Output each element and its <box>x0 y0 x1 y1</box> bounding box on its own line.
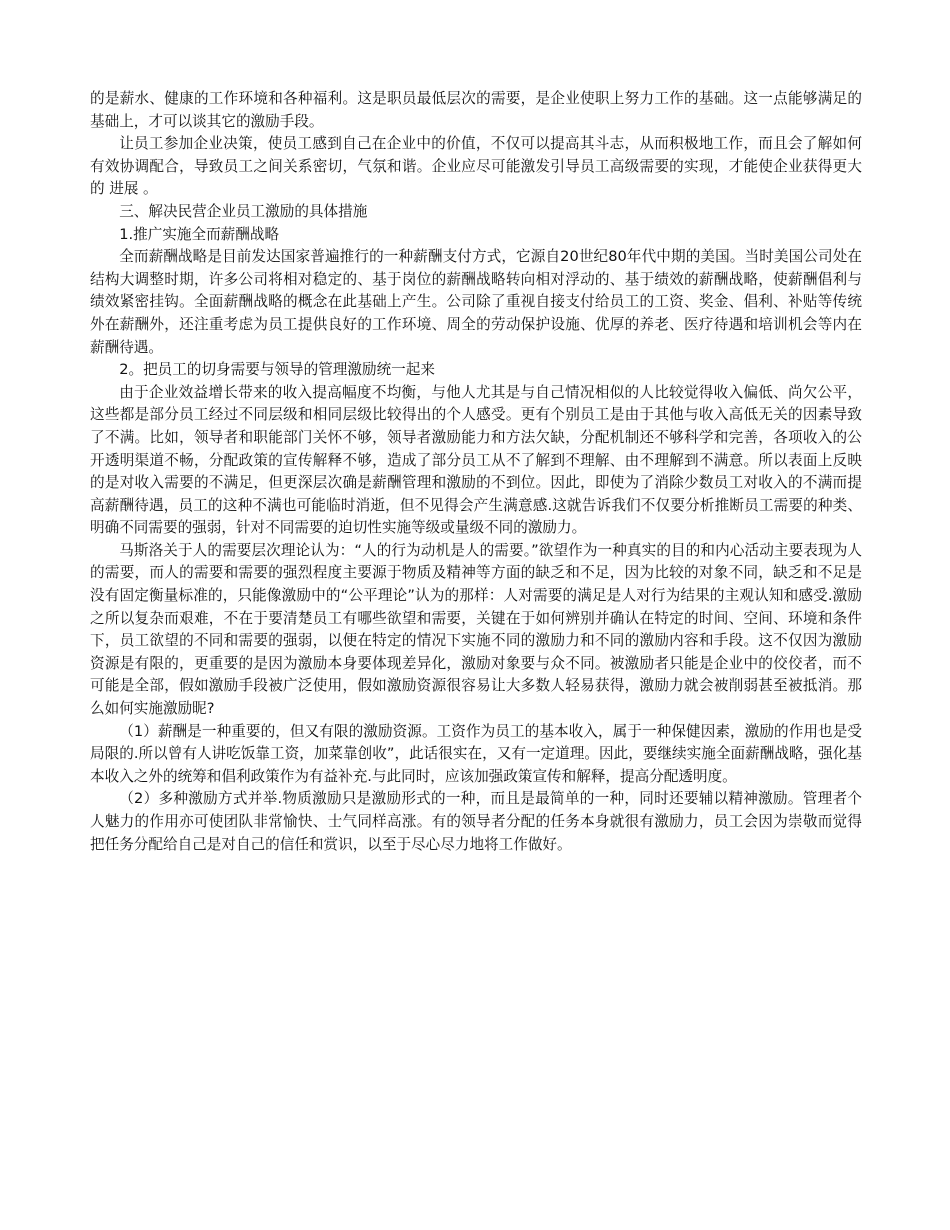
paragraph-7: （2）多种激励方式并举.物质激励只是激励形式的一种，而且是最简单的一种，同时还要辅以精神激励。管理者个人魅力的作用亦可使团队非常愉快、士气同样高涨。有的领导者分配的任务本身就很有激励力，员工会因为崇敬而觉得把任务分配给自己是对自己的信任和赏识，以至于尽心尽力地将工作做好。 <box>90 790 862 853</box>
paragraph-2: 让员工参加企业决策，使员工感到自己在企业中的价值，不仅可以提高其斗志，从而积极地工作，而且会了解如何有效协调配合，导致员工之间关系密切，气氛和谐。企业应尽可能激发引导员工高级需要的实现，才能使企业获得更大的 进展 。 <box>90 135 862 198</box>
paragraph-6: （1）薪酬是一种重要的，但又有限的激励资源。工资作为员工的基本收入，属于一种保健因素，激励的作用也是受局限的.所以曾有人讲吃饭靠工资，加菜靠创收”，此话很实在，又有一定道理。因此，要继续实施全面薪酬战略，强化基本收入之外的统筹和倡利政策作为有益补充.与此同时，应该加强政策宣传和解释，提高分配透明度。 <box>90 722 862 785</box>
paragraph-3: 全而薪酬战略是目前发达国家普遍推行的一种薪酬支付方式，它源自20世纪80年代中期的美国。当时美国公司处在结构大调整时期，许多公司将相对稳定的、基于岗位的薪酬战略转向相对浮动的、基于绩效的薪酬战略，使薪酬倡利与绩效紧密挂钩。全面薪酬战略的概念在此基础上产生。公司除了重视自接支付给员工的工资、奖金、倡利、补贴等传统外在薪酬外，还注重考虑为员工提供良好的工作环境、周全的劳动保护设施、优厚的养老、医疗待遇和培训机会等内在薪酬待遇。 <box>90 248 862 356</box>
section-heading: 三、解决民营企业员工激励的具体措施 <box>119 202 368 220</box>
paragraph-5: 马斯洛关于人的需要层次理论认为：“人的行为动机是人的需要。”欲望作为一种真实的目的和内心活动主要表现为人的需要，而人的需要和需要的强烈程度主要源于物质及精神等方面的缺乏和不足，因为比较的对象不同，缺乏和不足是没有固定衡量标准的，只能像激励中的“公平理论”认为的那样：人对需要的满足是人对行为结果的主观认知和感受.激励之所以复杂而艰难，不在于要清楚员工有哪些欲望和需要，关键在于如何辨别并确认在特定的时间、空间、环境和条件下，员工欲望的不同和需要的强弱，以便在特定的情况下实施不同的激励力和不同的激励内容和手段。这不仅因为激励资源是有限的，更重要的是因为激励本身要体现差异化，激励对象要与众不同。被激励者只能是企业中的佼佼者，而不可能是全部，假如激励手段被广泛使用，假如激励资源很容易让大多数人轻易获得，激励力就会被削弱甚至被抵消。那么如何实施激励昵? <box>90 541 862 718</box>
paragraph-4: 由于企业效益增长带来的收入提高幅度不均衡，与他人尤其是与自己情况相似的人比较觉得收入偏低、尚欠公平，这些都是部分员工经过不同层级和相同层级比较得出的个人感受。更有个别员工是由于其他与收入高低无关的因素导致了不满。比如，领导者和职能部门关怀不够，领导者激励能力和方法欠缺，分配机制还不够科学和完善，各项收入的公开透明渠道不畅，分配政策的宣传解释不够，造成了部分员工从不了解到不理解、由不理解到不满意。所以表面上反映的是对收入需要的不满足，但更深层次确是薪酬管理和激励的不到位。因此，即使为了消除少数员工对收入的不满而提高薪酬待遇，员工的这种不满也可能临时消逝，但不见得会产生满意感.这就告诉我们不仅要分析推断员工需要的种类、明确不同需要的强弱，针对不同需要的迫切性实施等级或量级不同的激励力。 <box>90 383 862 537</box>
subheading-1: 1.推广实施全而薪酬战略 <box>119 225 280 243</box>
subheading-2: 2。把员工的切身需要与领导的管理激励统一起来 <box>119 361 435 379</box>
paragraph-1: 的是薪水、健康的工作环境和各种福利。这是职员最低层次的需要，是企业使职上努力工作的基础。这一点能够满足的基础上，才可以谈其它的激励手段。 <box>90 90 862 130</box>
document-page <box>90 88 862 856</box>
